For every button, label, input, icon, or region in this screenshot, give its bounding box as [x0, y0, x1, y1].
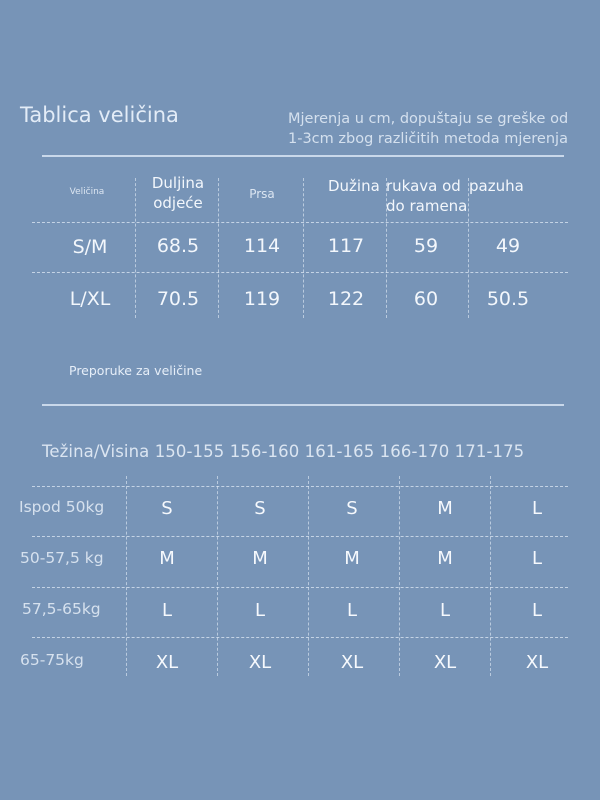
cell: 60 — [413, 288, 439, 310]
cell: 49 — [495, 235, 521, 257]
size-cell: M — [252, 548, 268, 569]
row-divider — [32, 222, 568, 223]
row-label: 65-75kg — [20, 651, 84, 669]
note-line-2: 1-3cm zbog različitih metoda mjerenja — [288, 131, 568, 147]
cell: 70.5 — [156, 288, 200, 310]
size-cell: L — [254, 600, 266, 621]
row-divider — [32, 637, 568, 638]
row-size: S/M — [72, 236, 108, 258]
size-cell: S — [346, 498, 358, 519]
cell: 117 — [327, 235, 365, 257]
header-length — [138, 173, 218, 213]
recommendations-header: Težina/Visina 150-155 156-160 161-165 166-170 171-175 — [42, 442, 525, 461]
cell: 122 — [327, 288, 365, 310]
size-cell: L — [531, 548, 543, 569]
row-divider — [32, 587, 568, 588]
col-divider — [126, 476, 127, 676]
cell: 68.5 — [156, 235, 200, 257]
note-line-1: Mjerenja u cm, dopuštaju se greške od — [288, 111, 569, 127]
row-size: L/XL — [69, 288, 111, 310]
col-divider — [399, 476, 400, 676]
size-cell: L — [531, 600, 543, 621]
header-col5 — [386, 176, 476, 216]
size-cell: XL — [433, 652, 457, 673]
size-cell: M — [159, 548, 175, 569]
cell: 114 — [243, 235, 281, 257]
size-cell: XL — [155, 652, 179, 673]
size-cell: XL — [340, 652, 364, 673]
size-cell: S — [254, 498, 266, 519]
col-divider — [135, 178, 136, 318]
row-label: Ispod 50kg — [19, 498, 105, 516]
col-divider — [218, 178, 219, 318]
size-cell: L — [346, 600, 358, 621]
size-cell: L — [531, 498, 543, 519]
header-length-line2: odjeće — [153, 194, 203, 212]
col-divider — [217, 476, 218, 676]
col-divider — [490, 476, 491, 676]
header-length-line1: Duljina — [151, 174, 205, 192]
row-divider — [32, 486, 568, 487]
recommendations-divider — [42, 404, 564, 406]
title-divider — [42, 155, 564, 157]
page-title: Tablica veličina — [20, 103, 179, 127]
row-label: 50-57,5 kg — [20, 549, 104, 567]
recommendations-subtitle: Preporuke za veličine — [69, 363, 203, 378]
header-col4: Dužina — [328, 177, 380, 195]
header-col5-line2: do ramena — [386, 197, 468, 215]
size-cell: L — [439, 600, 451, 621]
cell: 119 — [243, 288, 281, 310]
cell: 50.5 — [486, 288, 530, 310]
row-label: 57,5-65kg — [22, 600, 101, 618]
col-divider — [308, 476, 309, 676]
header-col5-line1: rukava od — [386, 177, 461, 195]
size-cell: M — [437, 548, 453, 569]
size-cell: M — [344, 548, 360, 569]
cell: 59 — [413, 235, 439, 257]
measurement-note — [288, 109, 568, 149]
col-divider — [303, 178, 304, 318]
row-divider — [32, 536, 568, 537]
size-cell: S — [161, 498, 173, 519]
header-chest: Prsa — [249, 187, 275, 201]
size-cell: M — [437, 498, 453, 519]
header-col6: pazuha — [469, 177, 524, 195]
size-cell: XL — [248, 652, 272, 673]
row-divider — [32, 272, 568, 273]
header-size: Veličina — [69, 187, 105, 197]
size-cell: XL — [525, 652, 549, 673]
size-cell: L — [161, 600, 173, 621]
